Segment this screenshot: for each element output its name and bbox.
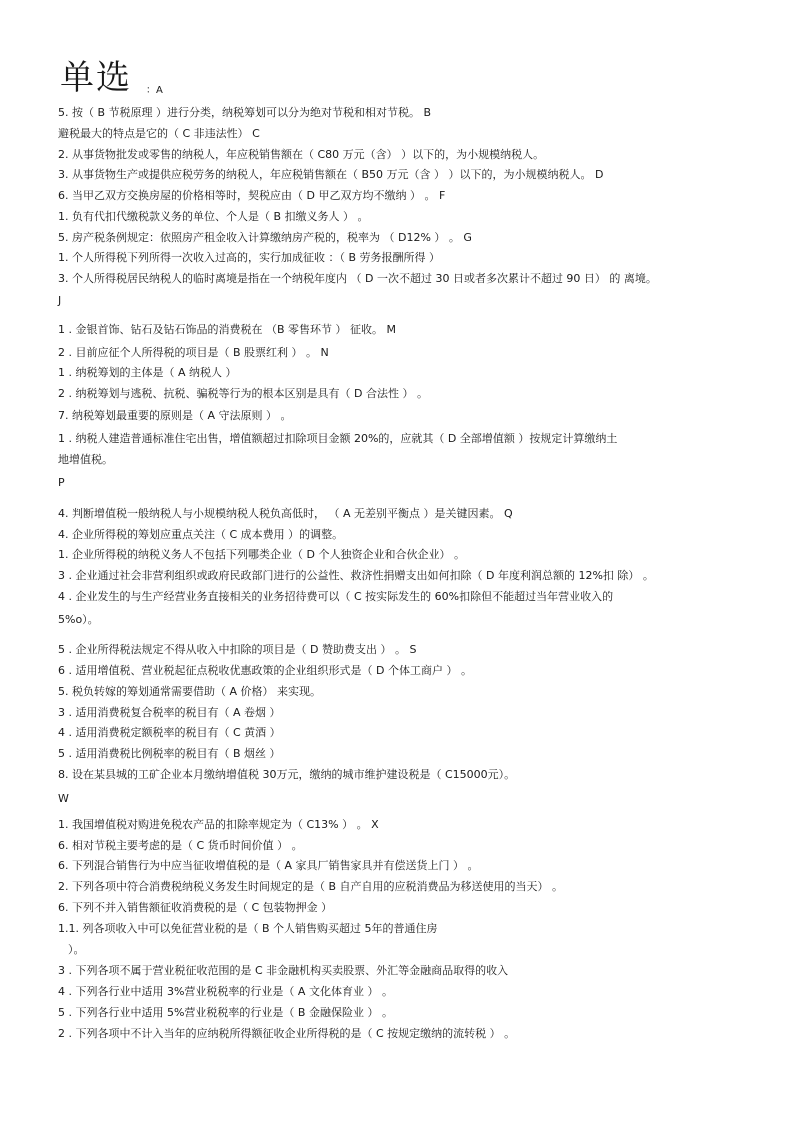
question-line: 6. 下列不并入销售额征收消费税的是（ C 包装物押金 ） (58, 901, 333, 914)
question-line: 5%o）。 (58, 613, 99, 626)
question-line: 2. 从事货物批发或零售的纳税人，年应税销售额在（ C80 万元（含） ）以下的，为小规模纳税人。 (58, 148, 545, 161)
question-line: 1 . 纳税筹划的主体是（ A 纳税人 ） (58, 366, 237, 379)
question-line: 8. 设在某县城的工矿企业本月缴纳增值税 30万元，缴纳的城市维护建设税是（ C15000元）。 (58, 768, 516, 781)
question-line: 4. 企业所得税的筹划应重点关注（ C 成本费用 ）的调整。 (58, 528, 344, 541)
question-line: 5 . 适用消费税比例税率的税目有（ B 烟丝 ） (58, 747, 281, 760)
question-line: 1.1. 列各项收入中可以免征营业税的是（ B 个人销售购买超过 5年的普通住房 (58, 922, 438, 935)
question-line: 6 . 适用增值税、营业税起征点税收优惠政策的企业组织形式是（ D 个体工商户 ） 。 (58, 664, 472, 677)
question-line: 6. 当甲乙双方交换房屋的价格相等时，契税应由（ D 甲乙双方均不缴纳 ） 。 F (58, 189, 446, 202)
question-line: 3. 从事货物生产或提供应税劳务的纳税人，年应税销售额在（ B50 万元（含 ） ）以下的，为小规模纳税人。 D (58, 168, 604, 181)
question-line: 2. 下列各项中符合消费税纳税义务发生时间规定的是（ B 自产自用的应税消费品为移送使用的当天） 。 (58, 880, 564, 893)
question-line: 4. 判断增值税一般纳税人与小规模纳税人税负高低时， （ A 无差别平衡点 ）是关键因素。 Q (58, 507, 513, 520)
question-line: 1. 负有代扣代缴税款义务的单位、个人是（ B 扣缴义务人 ） 。 (58, 210, 369, 223)
question-line: 7. 纳税筹划最重要的原则是（ A 守法原则 ） 。 (58, 409, 292, 422)
question-line: 5 . 下列各行业中适用 5%营业税税率的行业是（ B 金融保险业 ） 。 (58, 1006, 393, 1019)
question-line: 4 . 适用消费税定额税率的税目有（ C 黄酒 ） (58, 726, 281, 739)
question-line: 5 . 企业所得税法规定不得从收入中扣除的项目是（ D 赞助费支出 ） 。 S (58, 643, 417, 656)
question-line: 3 . 适用消费税复合税率的税目有（ A 卷烟 ） (58, 706, 281, 719)
question-line: 避税最大的特点是它的（ C 非违法性） C (58, 127, 260, 140)
question-line: 3 . 下列各项不属于营业税征收范围的是 C 非金融机构买卖股票、外汇等金融商品取得的收入 (58, 964, 509, 977)
question-line: 2 . 纳税筹划与逃税、抗税、骗税等行为的根本区别是具有（ D 合法性 ） 。 (58, 387, 428, 400)
question-line: 5. 按（ B 节税原理 ）进行分类，纳税筹划可以分为绝对节税和相对节税。 B (58, 106, 432, 119)
question-line: 1 . 纳税人建造普通标准住宅出售，增值额超过扣除项目金额 20%的，应就其（ D 全部增值额 ）按规定计算缴纳土 (58, 432, 618, 445)
title-answer: ：A (146, 85, 163, 96)
question-line: ）。 (68, 943, 85, 956)
question-line: 1 . 金银首饰、钻石及钻石饰品的消费税在 （B 零售环节 ） 征收。 M (58, 323, 397, 336)
section-letter: J (58, 294, 62, 307)
question-line: 4 . 下列各行业中适用 3%营业税税率的行业是（ A 文化体育业 ） 。 (58, 985, 393, 998)
question-line: 1. 企业所得税的纳税义务人不包括下列哪类企业（ D 个人独资企业和合伙企业） 。 (58, 548, 465, 561)
question-line: 6. 下列混合销售行为中应当征收增值税的是（ A 家具厂销售家具并有偿送货上门 ） 。 (58, 859, 479, 872)
question-line: 5. 税负转嫁的筹划通常需要借助（ A 价格） 来实现。 (58, 685, 322, 698)
question-line: 2 . 下列各项中不计入当年的应纳税所得额征收企业所得税的是（ C 按规定缴纳的流转税 ） 。 (58, 1027, 516, 1040)
question-line: 3. 个人所得税居民纳税人的临时离境是指在一个纳税年度内 （ D 一次不超过 30 日或者多次累计不超过 90 日） 的 离境。 (58, 272, 657, 285)
section-letter: W (58, 792, 69, 805)
page-title: 单选 (60, 58, 132, 98)
question-line: 1. 我国增值税对购进免税农产品的扣除率规定为（ C13% ） 。 X (58, 818, 379, 831)
question-line: 地增值税。 (58, 453, 113, 466)
question-line: 5. 房产税条例规定：依照房产租金收入计算缴纳房产税的，税率为 （ D12% ） 。 G (58, 231, 472, 244)
section-letter: P (58, 476, 65, 489)
question-line: 6. 相对节税主要考虑的是（ C 货币时间价值 ） 。 (58, 839, 303, 852)
question-line: 4 . 企业发生的与生产经营业务直接相关的业务招待费可以（ C 按实际发生的 60%扣除但不能超过当年营业收入的 (58, 590, 614, 603)
question-line: 2 . 目前应征个人所得税的项目是（ B 股票红利 ） 。 N (58, 346, 329, 359)
question-line: 1. 个人所得税下列所得一次收入过高的，实行加成征收 ：（ B 劳务报酬所得 ） (58, 251, 441, 264)
question-line: 3 . 企业通过社会非营利组织或政府民政部门进行的公益性、救济性捐赠支出如何扣除（ D 年度利润总额的 12%扣 除） 。 (58, 569, 654, 582)
